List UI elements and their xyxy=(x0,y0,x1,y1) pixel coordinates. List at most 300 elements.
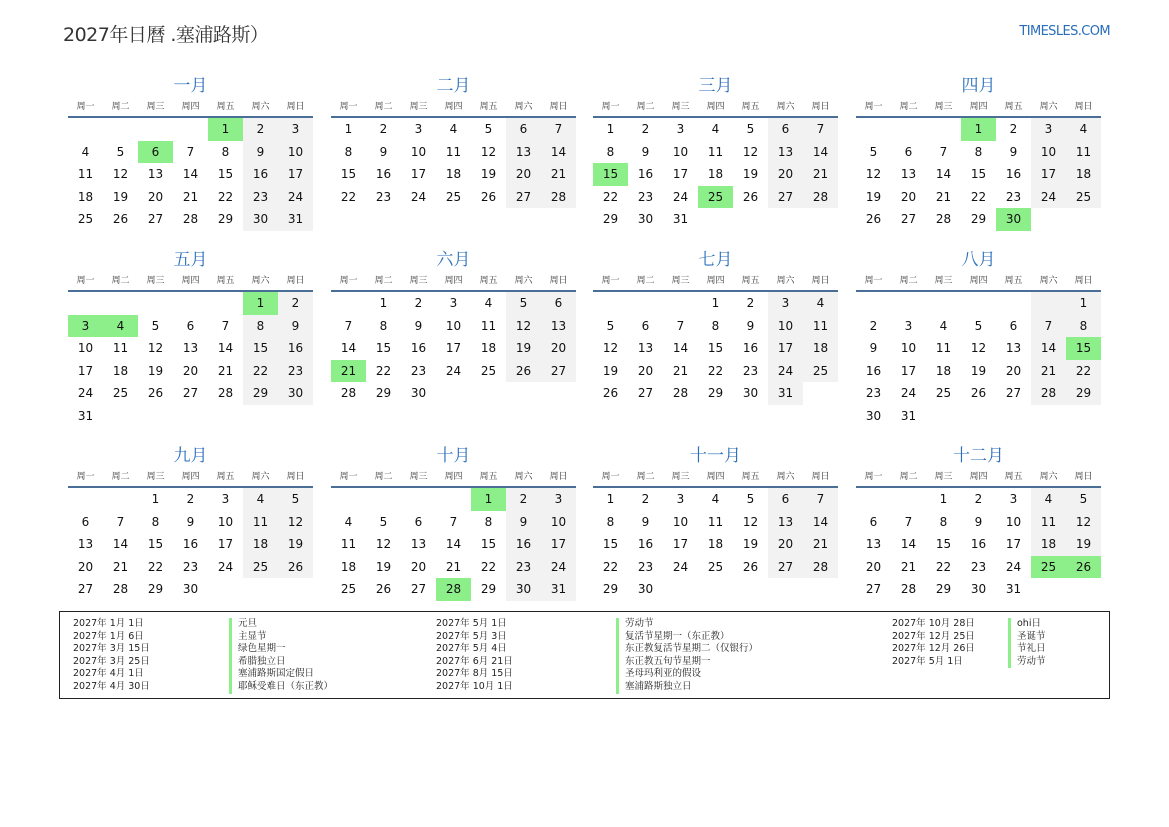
day-cell: 20 xyxy=(541,337,576,360)
day-cell: 24 xyxy=(672,559,689,574)
holiday-date: 2027年 3月 15日 xyxy=(73,643,150,655)
day-cell: 28 xyxy=(900,582,917,596)
day-cell: 5 xyxy=(606,318,615,333)
holiday-day-cell: 25 xyxy=(1031,556,1066,579)
weekday-label: 周四 xyxy=(181,276,200,286)
day-cell: 25 xyxy=(803,360,838,383)
day-cell: 9 xyxy=(243,141,278,164)
day-cell: 11 xyxy=(707,144,724,159)
day-cell: 11 xyxy=(77,167,94,181)
day-cell: 11 xyxy=(243,511,278,534)
day-cell: 18 xyxy=(340,559,357,574)
weekday-label: 周五 xyxy=(741,102,760,112)
day-cell: 6 xyxy=(506,118,541,141)
day-grid xyxy=(593,118,838,231)
day-cell: 5 xyxy=(746,492,755,506)
weekday-label: 周日 xyxy=(1074,472,1093,482)
day-empty xyxy=(856,118,891,141)
day-cell: 31 xyxy=(1005,582,1022,596)
weekday-label: 周一 xyxy=(864,472,883,482)
day-cell: 9 xyxy=(414,318,423,333)
day-cell: 2 xyxy=(506,488,541,511)
day-cell: 18 xyxy=(803,337,838,360)
weekday-label: 周三 xyxy=(671,102,690,112)
day-cell: 3 xyxy=(1009,492,1018,506)
day-cell: 13 xyxy=(1005,341,1022,355)
day-cell: 30 xyxy=(278,382,313,405)
weekday-label: 周六 xyxy=(514,472,533,482)
day-cell: 27 xyxy=(77,582,94,596)
holiday-name: 绿色星期一 xyxy=(229,643,333,656)
day-cell: 18 xyxy=(243,533,278,556)
weekday-label: 周二 xyxy=(374,472,393,482)
day-cell: 14 xyxy=(541,141,576,164)
day-cell: 29 xyxy=(970,212,987,226)
day-cell: 24 xyxy=(1005,559,1022,574)
day-grid xyxy=(68,488,313,601)
weekday-header xyxy=(856,272,1101,292)
day-cell: 30 xyxy=(742,386,759,400)
weekday-label: 周二 xyxy=(899,276,918,286)
weekday-label: 周三 xyxy=(409,472,428,482)
day-cell: 15 xyxy=(935,537,952,551)
day-cell: 10 xyxy=(900,341,917,355)
day-cell: 30 xyxy=(865,408,882,423)
day-cell: 27 xyxy=(147,212,164,226)
day-cell: 12 xyxy=(147,341,164,355)
day-cell: 11 xyxy=(803,315,838,338)
weekday-header xyxy=(593,98,838,118)
day-cell: 2 xyxy=(278,292,313,315)
day-cell: 15 xyxy=(340,167,357,181)
day-cell: 1 xyxy=(939,492,948,506)
weekday-label: 周日 xyxy=(1074,276,1093,286)
day-cell: 22 xyxy=(1066,360,1101,383)
day-cell: 8 xyxy=(606,144,615,159)
weekday-label: 周一 xyxy=(76,276,95,286)
day-empty xyxy=(891,292,926,315)
day-cell: 6 xyxy=(81,514,90,529)
day-cell: 16 xyxy=(637,167,654,181)
day-cell: 4 xyxy=(803,292,838,315)
day-cell: 7 xyxy=(939,144,948,159)
holiday-date: 2027年 1月 6日 xyxy=(73,630,144,642)
day-cell: 4 xyxy=(939,318,948,333)
day-cell: 3 xyxy=(676,122,685,136)
day-cell: 6 xyxy=(869,514,878,529)
day-cell: 29 xyxy=(707,386,724,400)
day-cell: 24 xyxy=(1031,186,1066,209)
day-cell: 13 xyxy=(410,537,427,551)
holiday-date: 2027年 12月 25日 xyxy=(892,630,975,642)
weekday-header xyxy=(331,98,576,118)
weekday-label: 周三 xyxy=(671,472,690,482)
day-cell: 10 xyxy=(768,315,803,338)
day-cell: 3 xyxy=(278,118,313,141)
day-cell: 7 xyxy=(803,488,838,511)
day-cell: 11 xyxy=(1031,511,1066,534)
day-cell: 17 xyxy=(768,337,803,360)
day-cell: 10 xyxy=(672,144,689,159)
day-empty xyxy=(891,488,926,511)
day-cell: 18 xyxy=(1066,163,1101,186)
holiday-day-cell: 6 xyxy=(138,141,173,164)
day-empty xyxy=(103,488,138,511)
day-cell: 9 xyxy=(1009,144,1018,159)
weekday-label: 周日 xyxy=(1074,102,1093,112)
day-cell: 10 xyxy=(77,341,94,355)
day-cell: 15 xyxy=(375,341,392,355)
month-10 xyxy=(331,444,576,601)
day-empty xyxy=(436,488,471,511)
day-cell: 14 xyxy=(340,341,357,355)
day-cell: 23 xyxy=(742,363,759,378)
day-cell: 12 xyxy=(278,511,313,534)
day-empty xyxy=(663,292,698,315)
holiday-legend xyxy=(59,611,1110,699)
day-cell: 5 xyxy=(746,122,755,136)
weekday-label: 周四 xyxy=(444,276,463,286)
day-cell: 19 xyxy=(742,537,759,551)
day-cell: 30 xyxy=(970,582,987,596)
weekday-label: 周三 xyxy=(671,276,690,286)
month-title: 九月 xyxy=(173,446,208,466)
page-title: 2027年日曆 .塞浦路斯） xyxy=(63,24,269,46)
day-cell: 12 xyxy=(375,537,392,551)
day-cell: 5 xyxy=(484,122,493,136)
holiday-name: 希腊独立日 xyxy=(229,656,333,669)
day-empty xyxy=(331,488,366,511)
day-cell: 26 xyxy=(742,189,759,204)
day-cell: 26 xyxy=(147,386,164,400)
day-cell: 28 xyxy=(112,582,129,596)
day-cell: 14 xyxy=(900,537,917,551)
day-cell: 5 xyxy=(379,514,388,529)
day-cell: 30 xyxy=(243,208,278,231)
day-cell: 23 xyxy=(506,556,541,579)
day-cell: 24 xyxy=(278,186,313,209)
day-cell: 23 xyxy=(182,559,199,574)
day-cell: 7 xyxy=(803,118,838,141)
weekday-label: 周六 xyxy=(776,102,795,112)
day-cell: 16 xyxy=(637,537,654,551)
day-cell: 4 xyxy=(484,296,493,310)
day-cell: 15 xyxy=(217,167,234,181)
day-cell: 30 xyxy=(506,578,541,601)
day-cell: 14 xyxy=(1031,337,1066,360)
month-11 xyxy=(593,444,838,601)
holiday-day-cell: 21 xyxy=(331,360,366,383)
day-cell: 22 xyxy=(147,559,164,574)
day-cell: 20 xyxy=(637,363,654,378)
holiday-name: 劳动节 xyxy=(616,618,758,631)
day-cell: 15 xyxy=(970,167,987,181)
month-8 xyxy=(856,248,1101,427)
weekday-header xyxy=(68,272,313,292)
weekday-label: 周三 xyxy=(934,102,953,112)
day-cell: 7 xyxy=(449,514,458,529)
day-cell: 25 xyxy=(243,556,278,579)
site-link[interactable]: TIMESLES.COM xyxy=(1019,24,1110,39)
day-cell: 13 xyxy=(147,167,164,181)
day-cell: 28 xyxy=(217,386,234,400)
day-cell: 12 xyxy=(1066,511,1101,534)
day-cell: 3 xyxy=(904,318,913,333)
holiday-day-cell: 28 xyxy=(436,578,471,601)
weekday-label: 周六 xyxy=(776,276,795,286)
day-cell: 24 xyxy=(541,556,576,579)
day-cell: 17 xyxy=(217,537,234,551)
day-cell: 13 xyxy=(768,511,803,534)
weekday-header xyxy=(856,468,1101,488)
day-cell: 26 xyxy=(480,189,497,204)
day-cell: 21 xyxy=(445,559,462,574)
day-cell: 9 xyxy=(641,514,650,529)
day-cell: 9 xyxy=(974,514,983,529)
holiday-day-cell: 30 xyxy=(996,208,1031,231)
day-cell: 16 xyxy=(182,537,199,551)
day-cell: 21 xyxy=(803,533,838,556)
day-empty xyxy=(138,118,173,141)
day-cell: 22 xyxy=(243,360,278,383)
day-cell: 28 xyxy=(182,212,199,226)
day-cell: 18 xyxy=(77,189,94,204)
day-empty xyxy=(856,292,891,315)
day-cell: 11 xyxy=(1066,141,1101,164)
day-cell: 22 xyxy=(480,559,497,574)
weekday-label: 周一 xyxy=(601,276,620,286)
day-cell: 12 xyxy=(602,341,619,355)
day-cell: 11 xyxy=(935,341,952,355)
day-cell: 23 xyxy=(970,559,987,574)
weekday-label: 周二 xyxy=(111,102,130,112)
day-cell: 30 xyxy=(637,582,654,596)
day-cell: 16 xyxy=(970,537,987,551)
weekday-label: 周二 xyxy=(374,276,393,286)
month-3 xyxy=(593,74,838,231)
day-cell: 10 xyxy=(1005,514,1022,529)
day-cell: 17 xyxy=(1005,537,1022,551)
day-cell: 24 xyxy=(768,360,803,383)
weekday-label: 周五 xyxy=(216,276,235,286)
day-cell: 12 xyxy=(112,167,129,181)
day-cell: 6 xyxy=(641,318,650,333)
holiday-day-cell: 15 xyxy=(593,163,628,186)
day-cell: 16 xyxy=(1005,167,1022,181)
day-empty xyxy=(68,292,103,315)
weekday-label: 周二 xyxy=(899,472,918,482)
day-cell: 12 xyxy=(480,144,497,159)
day-cell: 31 xyxy=(77,408,94,423)
holiday-name: 塞浦路斯国定假日 xyxy=(229,668,333,681)
day-cell: 5 xyxy=(974,318,983,333)
day-cell: 20 xyxy=(147,189,164,204)
holiday-name: 东正教五旬节星期一 xyxy=(616,656,758,669)
day-empty xyxy=(628,292,663,315)
weekday-label: 周一 xyxy=(601,472,620,482)
day-cell: 26 xyxy=(865,212,882,226)
day-cell: 25 xyxy=(340,582,357,596)
day-cell: 8 xyxy=(344,144,353,159)
day-cell: 15 xyxy=(602,537,619,551)
day-cell: 18 xyxy=(1031,533,1066,556)
weekday-label: 周四 xyxy=(444,102,463,112)
day-cell: 19 xyxy=(375,559,392,574)
day-cell: 14 xyxy=(935,167,952,181)
holiday-names-col-1 xyxy=(229,618,333,694)
day-cell: 27 xyxy=(768,556,803,579)
day-cell: 17 xyxy=(541,533,576,556)
day-cell: 4 xyxy=(344,514,353,529)
day-empty xyxy=(926,118,961,141)
day-cell: 5 xyxy=(278,488,313,511)
day-cell: 26 xyxy=(375,582,392,596)
day-cell: 26 xyxy=(112,212,129,226)
weekday-label: 周日 xyxy=(286,102,305,112)
month-title: 三月 xyxy=(698,76,733,96)
day-cell: 7 xyxy=(541,118,576,141)
day-cell: 6 xyxy=(768,118,803,141)
day-cell: 16 xyxy=(243,163,278,186)
holiday-day-cell: 4 xyxy=(103,315,138,338)
day-cell: 18 xyxy=(935,363,952,378)
weekday-label: 周四 xyxy=(706,276,725,286)
month-1 xyxy=(68,74,313,231)
day-cell: 29 xyxy=(375,386,392,400)
day-cell: 12 xyxy=(742,514,759,529)
day-cell: 30 xyxy=(182,582,199,596)
day-cell: 22 xyxy=(935,559,952,574)
weekday-label: 周四 xyxy=(706,102,725,112)
day-cell: 14 xyxy=(217,341,234,355)
day-empty xyxy=(103,118,138,141)
month-title: 二月 xyxy=(436,76,471,96)
day-cell: 3 xyxy=(541,488,576,511)
day-cell: 25 xyxy=(935,386,952,400)
day-cell: 6 xyxy=(904,144,913,159)
day-cell: 29 xyxy=(147,582,164,596)
day-cell: 31 xyxy=(768,382,803,405)
day-cell: 16 xyxy=(742,341,759,355)
day-cell: 29 xyxy=(602,212,619,226)
day-cell: 6 xyxy=(414,514,423,529)
weekday-label: 周四 xyxy=(969,276,988,286)
day-cell: 20 xyxy=(506,163,541,186)
day-cell: 13 xyxy=(900,167,917,181)
month-title: 四月 xyxy=(961,76,996,96)
holiday-date: 2027年 5月 4日 xyxy=(436,643,507,655)
day-cell: 29 xyxy=(602,582,619,596)
holiday-date: 2027年 5月 1日 xyxy=(436,618,507,629)
holiday-name: 塞浦路斯独立日 xyxy=(616,681,758,694)
day-cell: 24 xyxy=(445,363,462,378)
weekday-label: 周五 xyxy=(1004,102,1023,112)
day-cell: 6 xyxy=(186,318,195,333)
day-cell: 4 xyxy=(1031,488,1066,511)
weekday-label: 周一 xyxy=(339,472,358,482)
weekday-label: 周四 xyxy=(444,472,463,482)
weekday-label: 周六 xyxy=(514,276,533,286)
day-cell: 21 xyxy=(217,363,234,378)
day-cell: 25 xyxy=(445,189,462,204)
day-cell: 14 xyxy=(803,511,838,534)
day-cell: 4 xyxy=(449,122,458,136)
day-cell: 24 xyxy=(900,386,917,400)
holiday-name: 劳动节 xyxy=(1008,656,1046,669)
holiday-name: 复活节星期一（东正教） xyxy=(616,631,758,644)
month-title: 五月 xyxy=(173,250,208,270)
weekday-label: 周二 xyxy=(899,102,918,112)
day-cell: 3 xyxy=(676,492,685,506)
day-empty xyxy=(366,488,401,511)
day-cell: 7 xyxy=(344,318,353,333)
holiday-name: 主显节 xyxy=(229,631,333,644)
day-empty xyxy=(856,488,891,511)
day-cell: 16 xyxy=(375,167,392,181)
day-cell: 14 xyxy=(112,537,129,551)
weekday-label: 周日 xyxy=(286,276,305,286)
day-cell: 27 xyxy=(768,186,803,209)
day-cell: 17 xyxy=(900,363,917,378)
day-cell: 19 xyxy=(742,167,759,181)
weekday-label: 周日 xyxy=(549,276,568,286)
day-cell: 22 xyxy=(602,559,619,574)
day-cell: 27 xyxy=(637,386,654,400)
day-cell: 26 xyxy=(970,386,987,400)
day-cell: 2 xyxy=(186,492,195,506)
day-cell: 13 xyxy=(182,341,199,355)
weekday-header xyxy=(331,468,576,488)
day-cell: 31 xyxy=(900,408,917,423)
day-cell: 8 xyxy=(1066,315,1101,338)
day-cell: 10 xyxy=(278,141,313,164)
day-cell: 27 xyxy=(541,360,576,383)
day-grid xyxy=(331,118,576,208)
day-cell: 21 xyxy=(541,163,576,186)
day-cell: 9 xyxy=(379,144,388,159)
day-cell: 20 xyxy=(410,559,427,574)
weekday-label: 周四 xyxy=(706,472,725,482)
day-cell: 28 xyxy=(803,186,838,209)
day-cell: 7 xyxy=(904,514,913,529)
holiday-date: 2027年 8月 15日 xyxy=(436,668,513,680)
weekday-label: 周二 xyxy=(111,276,130,286)
weekday-label: 周六 xyxy=(776,472,795,482)
day-cell: 15 xyxy=(243,337,278,360)
holiday-day-cell: 1 xyxy=(208,118,243,141)
day-cell: 29 xyxy=(243,382,278,405)
day-cell: 1 xyxy=(379,296,388,310)
weekday-label: 周六 xyxy=(1039,276,1058,286)
weekday-label: 周五 xyxy=(1004,472,1023,482)
day-cell: 11 xyxy=(445,144,462,159)
day-grid xyxy=(593,488,838,601)
day-cell: 26 xyxy=(742,559,759,574)
holiday-name: 元旦 xyxy=(229,618,333,631)
day-cell: 17 xyxy=(445,341,462,355)
weekday-label: 周一 xyxy=(601,102,620,112)
day-cell: 7 xyxy=(1031,315,1066,338)
weekday-label: 周二 xyxy=(111,472,130,482)
day-cell: 8 xyxy=(711,318,720,333)
day-cell: 9 xyxy=(641,144,650,159)
day-cell: 20 xyxy=(182,363,199,378)
day-cell: 23 xyxy=(410,363,427,378)
day-cell: 4 xyxy=(81,144,90,159)
day-cell: 24 xyxy=(672,189,689,204)
day-cell: 14 xyxy=(445,537,462,551)
weekday-label: 周六 xyxy=(1039,472,1058,482)
